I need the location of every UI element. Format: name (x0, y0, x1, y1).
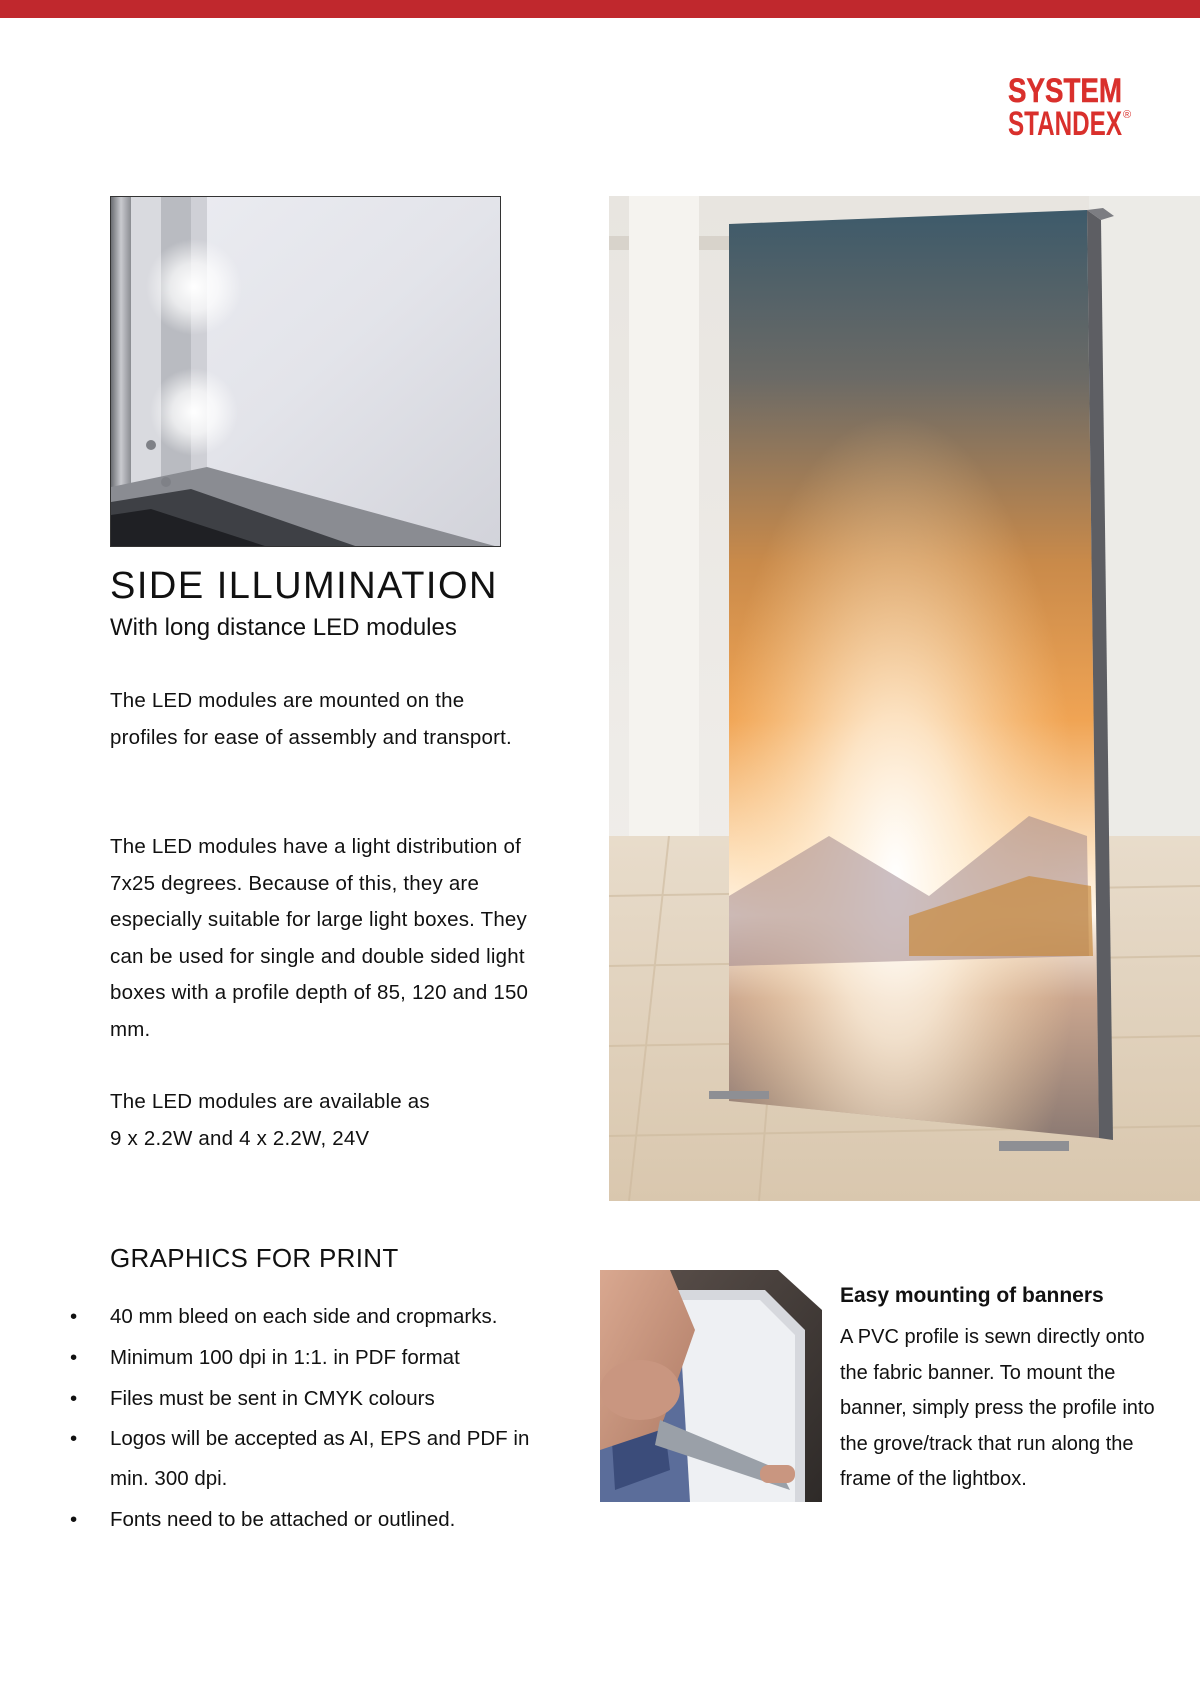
list-item-text: Fonts need to be attached or outlined. (110, 1508, 456, 1531)
graphics-for-print-title: GRAPHICS FOR PRINT (110, 1243, 399, 1273)
list-item: • Logos will be accepted as AI, EPS and PDF in min. 300 dpi. (70, 1427, 530, 1490)
availability-line1: The LED modules are available as (110, 1090, 430, 1113)
list-item: • 40 mm bleed on each side and cropmarks. (70, 1305, 498, 1328)
side-illumination-title: SIDE ILLUMINATION (110, 565, 498, 607)
top-accent-bar (0, 0, 1200, 18)
led-closeup-photo (110, 196, 501, 547)
easy-mounting-text: A PVC profile is sewn directly onto the fabric banner. To mount the banner, simply press the profile into the grove/track that run along the frame of the lightbox. (840, 1326, 1155, 1490)
paragraph-mounting-profiles: The LED modules are mounted on the profiles for ease of assembly and transport. (110, 689, 512, 749)
system-standex-logo (1008, 72, 1132, 152)
logo-line2: STANDEX (1008, 105, 1123, 143)
list-item-text: Logos will be accepted as AI, EPS and PDF in min. 300 dpi. (110, 1427, 530, 1490)
list-item-text: Minimum 100 dpi in 1:1. in PDF format (110, 1346, 460, 1369)
availability-line2: 9 x 2.2W and 4 x 2.2W, 24V (110, 1126, 370, 1150)
lightbox-photo (609, 196, 1200, 1201)
paragraph-availability (110, 1084, 530, 1157)
list-item-text: Files must be sent in CMYK colours (110, 1387, 435, 1410)
list-item-text: 40 mm bleed on each side and cropmarks. (110, 1305, 498, 1328)
list-item: • Minimum 100 dpi in 1:1. in PDF format (70, 1346, 460, 1369)
graphics-requirements-list (0, 1296, 550, 1540)
side-illumination-subtitle: With long distance LED modules (110, 614, 457, 641)
easy-mounting-title: Easy mounting of banners (840, 1284, 1104, 1307)
banner-mounting-photo (600, 1270, 822, 1502)
list-item: • Fonts need to be attached or outlined. (70, 1508, 456, 1531)
paragraph-light-distribution: The LED modules have a light distribution of 7x25 degrees. Because of this, they are especially suitable for large light boxes. They can be used for single and double sided light boxes with a profile depth of 85, 120 and 150 mm. (110, 835, 529, 1041)
list-item: • Files must be sent in CMYK colours (70, 1387, 435, 1410)
logo-registered-mark: ® (1123, 109, 1132, 121)
logo-line1: SYSTEM (1008, 72, 1122, 110)
